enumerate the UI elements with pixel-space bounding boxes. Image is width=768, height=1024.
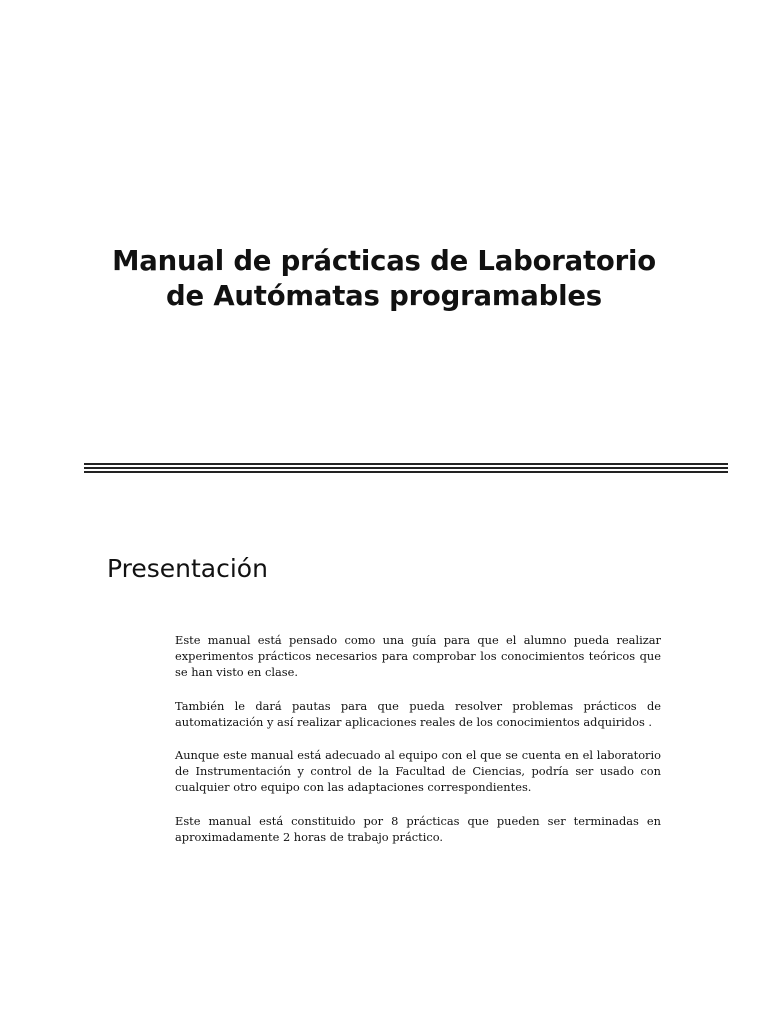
presentation-body [175,632,661,845]
divider-line-3 [84,471,728,473]
paragraph-2: También le dará pautas para que pueda resolver problemas prácticos de automatización y así realizar aplicaciones reales de los conocimientos adquiridos . [175,698,661,729]
paragraph-4: Este manual está constituido por 8 prácticas que pueden ser terminadas en aproximadamente 2 horas de trabajo práctico. [175,813,661,844]
document-title [0,244,768,314]
paragraph-3: Aunque este manual está adecuado al equipo con el que se cuenta en el laboratorio de Instrumentación y control de la Facultad de Ciencias, podría ser usado con cualquier otro equipo con las adaptaciones correspondientes. [175,748,661,795]
title-line-2: de Autómatas programables [166,280,602,312]
divider-line-2 [84,467,728,469]
paragraph-1: Este manual está pensado como una guía para que el alumno pueda realizar experimentos prácticos necesarios para comprobar los conocimientos teóricos que se han visto en clase. [175,633,661,680]
section-heading: Presentación [107,554,268,583]
divider-line-1 [84,463,728,465]
title-line-1: Manual de prácticas de Laboratorio [112,245,656,277]
